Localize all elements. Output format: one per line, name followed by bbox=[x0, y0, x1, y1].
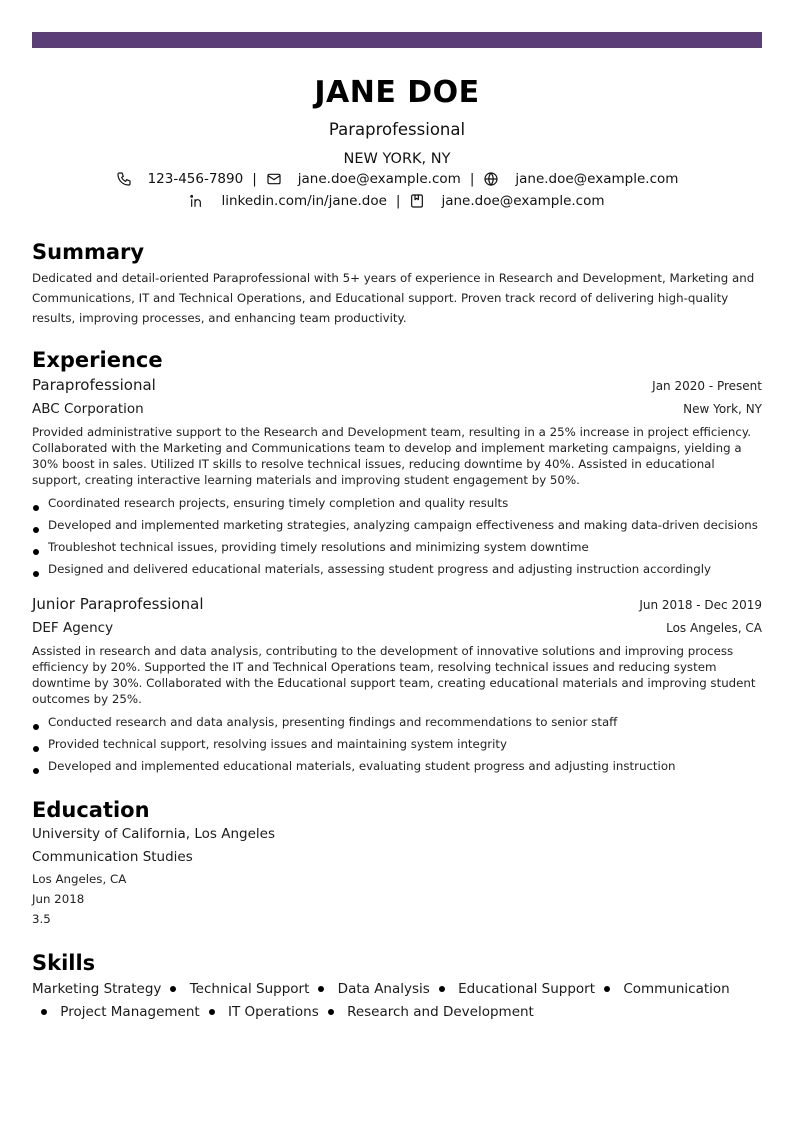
job-entry-dates: Jan 2020 - Present bbox=[652, 379, 762, 393]
bullet-dot bbox=[328, 1009, 334, 1015]
bullet-dot bbox=[41, 1009, 47, 1015]
bullet-item: Provided technical support, resolving issues and maintaining system integrity bbox=[32, 733, 762, 755]
skill-item: Data Analysis bbox=[337, 981, 430, 997]
skill-item: Communication bbox=[623, 981, 730, 997]
bullet-dot bbox=[604, 986, 610, 992]
bullet-item: Designed and delivered educational materials, assessing student progress and adjusting instruction accordingly bbox=[32, 558, 762, 580]
summary-heading: Summary bbox=[32, 240, 145, 264]
skill-item: Educational Support bbox=[458, 981, 596, 997]
email-icon bbox=[266, 171, 282, 187]
education-location: Los Angeles, CA bbox=[32, 872, 127, 886]
phone-icon bbox=[116, 171, 132, 187]
skill-item: Project Management bbox=[60, 1004, 200, 1020]
bullet-item: Conducted research and data analysis, presenting findings and recommendations to senior staff bbox=[32, 711, 762, 733]
email-link[interactable]: jane.doe@example.com bbox=[297, 171, 461, 187]
job-title: Paraprofessional bbox=[328, 120, 466, 139]
job-entry-bullets bbox=[32, 711, 762, 777]
job-entry-company: ABC Corporation bbox=[32, 401, 144, 417]
bullet-item: Developed and implemented educational materials, evaluating student progress and adjusting instruction bbox=[32, 755, 762, 777]
summary-text: Dedicated and detail-oriented Paraprofessional with 5+ years of experience in Research and Development, Marketing and Communications, IT and Technical Operations, and Educational support. Proven track record of delivering high-quality results, improving processes, and enhancing team productivity. bbox=[32, 271, 755, 325]
skills-heading: Skills bbox=[32, 951, 96, 975]
portfolio-link[interactable]: jane.doe@example.com bbox=[441, 193, 605, 209]
skill-item: IT Operations bbox=[228, 1004, 319, 1020]
separator: | bbox=[395, 193, 401, 209]
skills-list bbox=[32, 978, 732, 1024]
separator: | bbox=[252, 171, 257, 187]
candidate-name: JANE DOE bbox=[314, 75, 480, 110]
job-entry-dates: Jun 2018 - Dec 2019 bbox=[639, 598, 762, 612]
job-entry bbox=[32, 594, 762, 777]
contact-row-1 bbox=[32, 168, 762, 190]
bullet-dot bbox=[209, 1009, 215, 1015]
contact-row-2 bbox=[32, 190, 762, 212]
separator: | bbox=[469, 171, 475, 187]
bullet-item: Developed and implemented marketing strategies, analyzing campaign effectiveness and making data-driven decisions bbox=[32, 514, 762, 536]
bullet-dot bbox=[318, 986, 324, 992]
job-entry-company: DEF Agency bbox=[32, 620, 114, 636]
job-entry-title: Junior Paraprofessional bbox=[32, 595, 204, 613]
linkedin-link[interactable]: linkedin.com/in/jane.doe bbox=[221, 193, 387, 209]
experience-heading: Experience bbox=[32, 348, 163, 372]
portfolio-icon bbox=[409, 193, 425, 209]
education-heading: Education bbox=[32, 798, 150, 822]
job-entry-description: Assisted in research and data analysis, contributing to the development of innovative solutions and improving process efficiency by 20%. Supported the IT and Technical Operations team, resolving technical issues and reducing system downtime by 30%. Collaborated with the Educational support team, creating educational materials and improving student outcomes by 25%. bbox=[32, 644, 756, 706]
phone-number[interactable]: 123-456-7890 bbox=[147, 171, 244, 187]
education-date: Jun 2018 bbox=[32, 892, 85, 906]
education-school: University of California, Los Angeles bbox=[32, 826, 276, 842]
bullet-item: Coordinated research projects, ensuring timely completion and quality results bbox=[32, 492, 762, 514]
location: NEW YORK, NY bbox=[343, 151, 451, 167]
skill-item: Research and Development bbox=[347, 1004, 534, 1020]
job-entry-description: Provided administrative support to the Research and Development team, resulting in a 25% increase in project efficiency. Collaborated with the Marketing and Communications team to develop and implement marketing campaigns, yielding a 30% boost in sales. Utilized IT skills to resolve technical issues, reducing downtime by 40%. Assisted in educational support, creating interactive learning materials and improving student engagement by 50%. bbox=[32, 425, 751, 487]
linkedin-icon bbox=[189, 193, 205, 209]
accent-bar bbox=[32, 32, 762, 48]
website-link[interactable]: jane.doe@example.com bbox=[515, 171, 679, 187]
education-gpa: 3.5 bbox=[32, 912, 51, 926]
bullet-dot bbox=[170, 986, 176, 992]
job-entry-location: New York, NY bbox=[683, 402, 762, 416]
job-entry-location: Los Angeles, CA bbox=[666, 621, 762, 635]
skill-item: Technical Support bbox=[189, 981, 310, 997]
bullet-item: Troubleshot technical issues, providing timely resolutions and minimizing system downtime bbox=[32, 536, 762, 558]
job-entry-title: Paraprofessional bbox=[32, 376, 156, 394]
globe-icon bbox=[483, 171, 499, 187]
job-entry-bullets bbox=[32, 492, 762, 580]
job-entry bbox=[32, 375, 762, 580]
skill-item: Marketing Strategy bbox=[32, 981, 162, 997]
resume bbox=[32, 48, 762, 1024]
bullet-dot bbox=[439, 986, 445, 992]
education-degree: Communication Studies bbox=[32, 849, 193, 865]
